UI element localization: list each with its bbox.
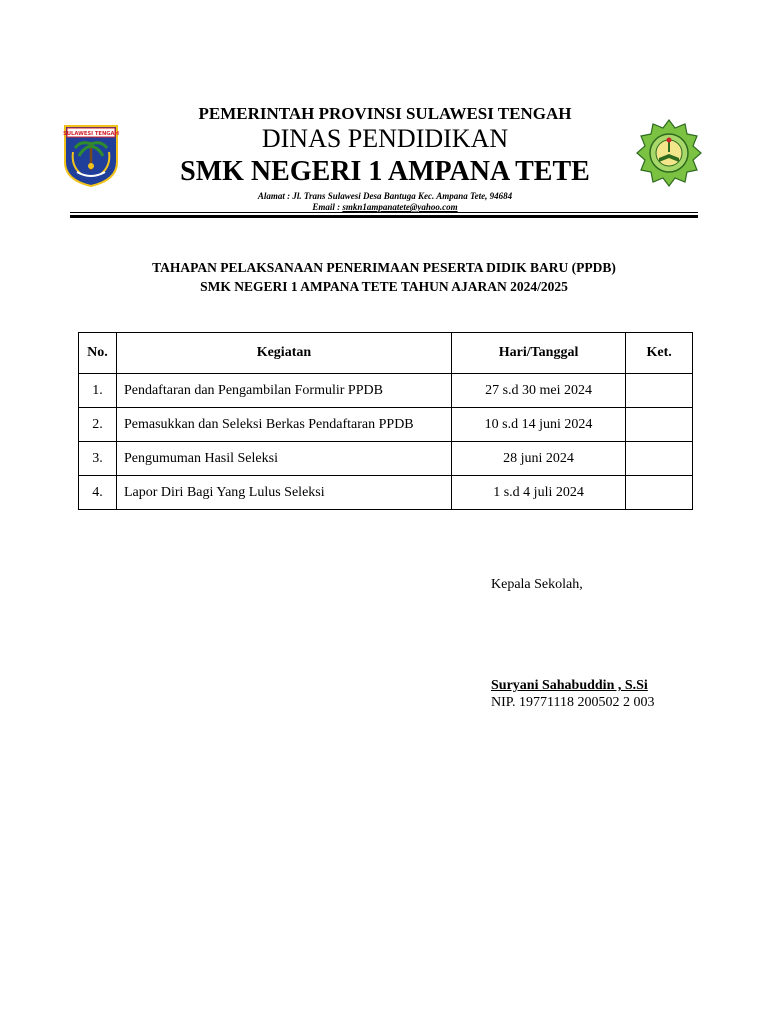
row-no: 4.: [79, 476, 117, 510]
table-row: [79, 442, 693, 476]
table-row: [79, 374, 693, 408]
row-kegiatan: Pendaftaran dan Pengambilan Formulir PPDB: [116, 374, 451, 408]
letterhead: [55, 100, 700, 220]
row-no: 1.: [79, 374, 117, 408]
table-row: [79, 408, 693, 442]
row-tanggal: 10 s.d 14 juni 2024: [451, 408, 625, 442]
signature-nip: NIP. 19771118 200502 2 003: [491, 695, 655, 710]
header-ket: Ket.: [626, 333, 693, 374]
document-subtitle: SMK NEGERI 1 AMPANA TETE TAHUN AJARAN 2024/2025: [200, 279, 568, 294]
government-name: PEMERINTAH PROVINSI SULAWESI TENGAH: [198, 104, 572, 123]
school-email-line: [125, 202, 645, 212]
province-emblem-icon: [61, 122, 121, 188]
letterhead-rule-thin: [70, 212, 698, 213]
header-no: No.: [79, 333, 117, 374]
row-ket: [626, 408, 693, 442]
email-link[interactable]: smkn1ampanatete@yahoo.com: [342, 202, 458, 212]
row-ket: [626, 476, 693, 510]
row-kegiatan: Pemasukkan dan Seleksi Berkas Pendaftaran PPDB: [116, 408, 451, 442]
header-kegiatan: Kegiatan: [116, 333, 451, 374]
row-ket: [626, 442, 693, 476]
row-kegiatan: Lapor Diri Bagi Yang Lulus Seleksi: [116, 476, 451, 510]
document-title: TAHAPAN PELAKSANAAN PENERIMAAN PESERTA DIDIK BARU (PPDB): [152, 260, 616, 275]
row-tanggal: 27 s.d 30 mei 2024: [451, 374, 625, 408]
letterhead-rule-thick: [70, 215, 698, 218]
row-no: 3.: [79, 442, 117, 476]
table-row: [79, 476, 693, 510]
row-tanggal: 1 s.d 4 juli 2024: [451, 476, 625, 510]
signature-position: Kepala Sekolah,: [491, 577, 583, 592]
province-emblem-text: SULAWESI TENGAH: [63, 131, 119, 137]
school-name: SMK NEGERI 1 AMPANA TETE: [180, 156, 590, 187]
agency-name: DINAS PENDIDIKAN: [261, 124, 509, 153]
row-no: 2.: [79, 408, 117, 442]
table-header-row: [79, 333, 693, 374]
school-address: Alamat : Jl. Trans Sulawesi Desa Bantuga Kec. Ampana Tete, 94684: [257, 191, 513, 201]
header-tanggal: Hari/Tanggal: [451, 333, 625, 374]
school-emblem-icon: [635, 118, 703, 188]
row-ket: [626, 374, 693, 408]
schedule-table: [78, 332, 693, 510]
signature-name: Suryani Sahabuddin , S.Si: [491, 678, 648, 693]
email-label: Email :: [312, 202, 343, 212]
row-kegiatan: Pengumuman Hasil Seleksi: [116, 442, 451, 476]
row-tanggal: 28 juni 2024: [451, 442, 625, 476]
